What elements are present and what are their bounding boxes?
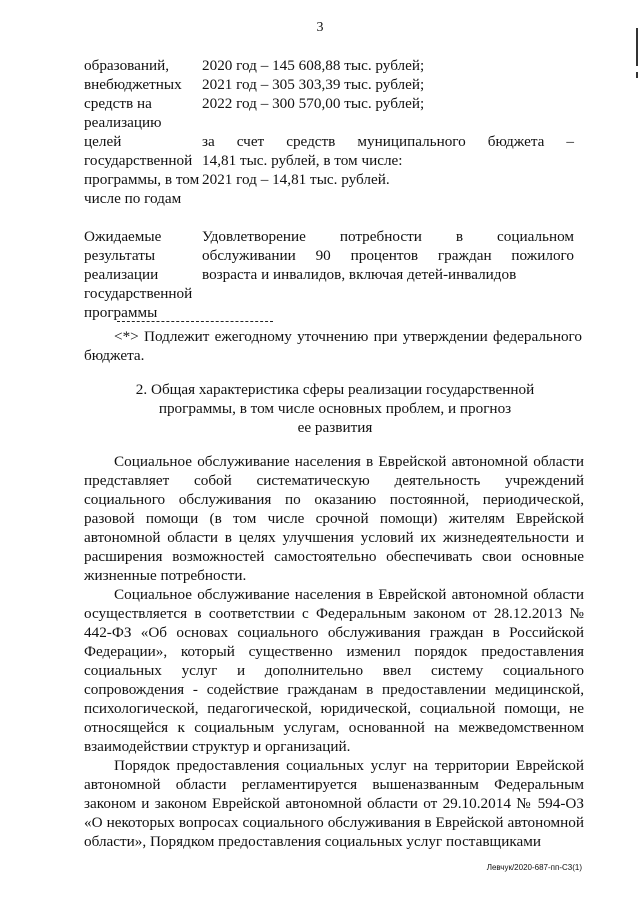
footnote: <*> Подлежит ежегодному уточнению при утверждении федерального бюджета. xyxy=(84,328,582,364)
scan-edge-mark xyxy=(636,28,638,66)
label-line: числе по годам xyxy=(84,190,182,207)
value-line: возраста и инвалидов, включая детей-инвалидов xyxy=(202,266,517,283)
heading-line: 2. Общая характеристика сферы реализации государственной xyxy=(135,381,535,398)
footnote-separator xyxy=(117,321,273,322)
label-line: программы, в том xyxy=(84,171,200,188)
value-line: 2022 год – 300 570,00 тыс. рублей; xyxy=(202,95,425,112)
value-line: 2020 год – 145 608,88 тыс. рублей; xyxy=(202,57,425,74)
heading-line: программы, в том числе основных проблем, и прогноз xyxy=(158,400,512,417)
label-line: средств на xyxy=(84,95,152,112)
value-line: Удовлетворение потребности в социальном xyxy=(202,228,574,245)
label-line: государственной xyxy=(84,152,193,169)
value-line: обслуживании 90 процентов граждан пожилого xyxy=(202,247,574,264)
paragraph: Порядок предоставления социальных услуг на территории Еврейской автономной области регламентируется вышеназванным Федеральным законом и законом Еврейской автономной области от 29.10.2014 № 594-ОЗ «О некоторых вопросах социального обслуживания в Еврейской автономной области», Порядком предоставления социальных услуг поставщиками xyxy=(84,757,584,850)
label-line: образований, xyxy=(84,57,170,74)
paragraph: Социальное обслуживание населения в Еврейской автономной области представляет собой систематическую деятельность учреждений социального обслуживания по оказанию постоянной, периодической, разовой помощи (в том числе срочной помощи) жителям Еврейской автономной области в целях улучшения условий их жизнедеятельности и расширения возможностей самостоятельно обеспечивать свои основные жизненные потребности. xyxy=(84,453,584,584)
label-line: Ожидаемые xyxy=(84,228,162,245)
label-line: реализации xyxy=(84,266,159,283)
section-body xyxy=(84,452,584,851)
value-line: за счет средств муниципального бюджета – xyxy=(202,133,574,150)
label-line: программы xyxy=(84,304,158,321)
document-code: Левчук/2020-687-пп-С3(1) xyxy=(486,863,582,872)
funding-row-label xyxy=(84,56,202,227)
results-row-value xyxy=(202,227,574,322)
funding-row xyxy=(84,56,574,227)
value-line: 2021 год – 14,81 тыс. рублей. xyxy=(202,171,390,188)
label-line: внебюджетных xyxy=(84,76,182,93)
value-spacer xyxy=(202,113,574,132)
funding-row-value xyxy=(202,56,574,227)
scan-edge-mark xyxy=(636,72,638,78)
paragraph: Социальное обслуживание населения в Еврейской автономной области осуществляется в соответствии с Федеральным законом от 28.12.2013 № 442-ФЗ «Об основах социального обслуживания граждан в Российской Федерации», который существенно изменил порядок предоставления социальных услуг и дополнительно ввел систему социального сопровождения - содействие гражданам в предоставлении медицинской, психологической, педагогической, юридической, социальной помощи, не относящейся к социальным услугам, основанной на межведомственном взаимодействии структур и организаций. xyxy=(84,586,584,755)
section-heading xyxy=(110,380,560,437)
label-line: целей xyxy=(84,133,122,150)
heading-line: ее развития xyxy=(297,419,373,436)
page-number: 3 xyxy=(316,20,324,35)
results-row-label xyxy=(84,227,202,322)
label-line: реализацию xyxy=(84,114,162,131)
value-line: 14,81 тыс. рублей, в том числе: xyxy=(202,152,403,169)
value-line: 2021 год – 305 303,39 тыс. рублей; xyxy=(202,76,425,93)
program-passport-table xyxy=(84,56,574,322)
label-line: результаты xyxy=(84,247,156,264)
label-line: государственной xyxy=(84,285,193,302)
results-row xyxy=(84,227,574,322)
